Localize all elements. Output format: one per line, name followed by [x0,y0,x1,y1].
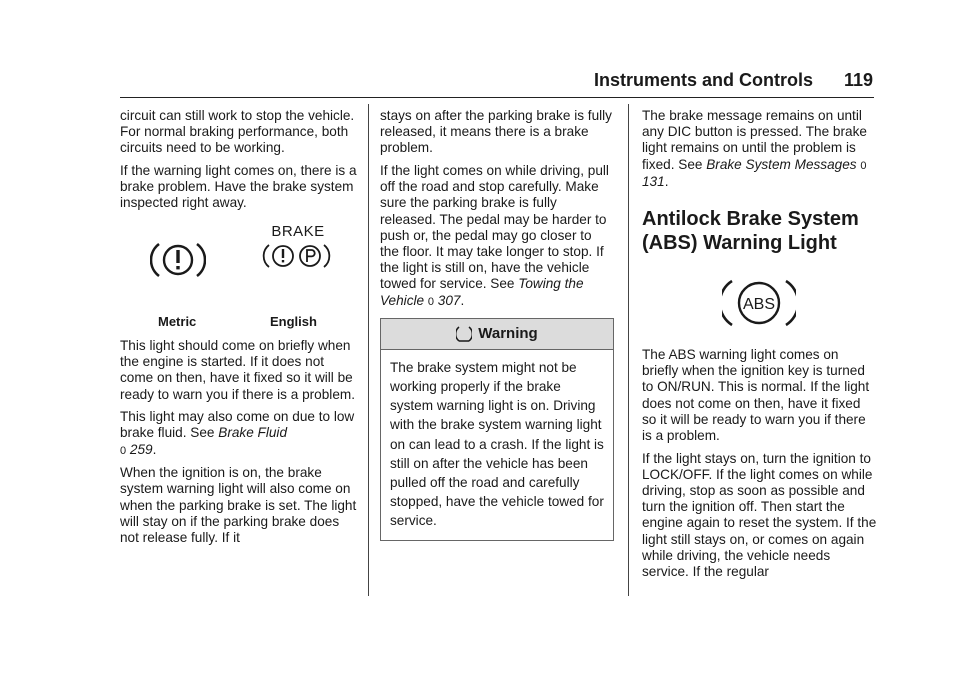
column-2 [380,108,614,541]
reference-arrow-icon: 0 [860,159,867,172]
abs-label: ABS [742,296,776,314]
paragraph: If the warning light comes on, there is a brake problem. Have the brake system inspected right away. [120,163,357,211]
column-divider-1 [368,104,369,596]
warning-title: Warning [478,324,538,342]
paragraph: stays on after the parking brake is fully released, it means there is a brake problem. [380,108,612,156]
running-header [565,70,873,96]
warning-icon [456,325,472,343]
warning-body: The brake system might not be working properly if the brake system warning light is on. Driving with the brake system warning light on can lead to a crash. If the light is still on after the vehicle has been pulled off the road and carefully stopped, have the vehicle towed for service. [390,359,604,529]
caption-metric: Metric [158,314,197,329]
paragraph: The ABS warning light comes on briefly when the ignition key is turned to ON/RUN. This is normal. If the light does not come on then, have it fixed so it will be ready to warn you if there is a problem. [642,347,870,444]
paragraph: This light may also come on due to low brake fluid. See Brake Fluid 0 259. [120,409,355,457]
section-title: Instruments and Controls [593,70,813,90]
reference-page: 259 [129,441,153,457]
cross-reference-link[interactable]: Brake Fluid [218,425,288,441]
cross-reference-link[interactable]: Brake System Messages [706,156,857,172]
paragraph: circuit can still work to stop the vehicle. For normal braking performance, both circuits need to be working. [120,108,355,156]
brake-metric-icon [150,238,206,286]
reference-page: 131 [642,173,665,189]
reference-page: 307 [437,292,461,308]
paragraph: The brake message remains on until any DIC button is pressed. The brake light remains on until the problem is fixed. See Brake System Messages 0 131. [642,108,867,189]
section-heading: Antilock Brake System (ABS) Warning Light [642,208,859,254]
caption-english: English [270,314,317,329]
paragraph: If the light stays on, turn the ignition to LOCK/OFF. If the light comes on while driving, stop as soon as possible and turn the ignition off. Then start the engine again to reset the system. If the light still stays on, or comes on again while driving, the vehicle needs service. If the regular [642,450,877,580]
warning-box [380,318,614,541]
column-1 [120,108,360,553]
brake-word: BRAKE [271,223,325,240]
warning-header [381,319,613,350]
brake-warning-icons [120,218,360,338]
column-divider-2 [628,104,629,596]
paragraph: This light should come on briefly when the engine is started. If it does not come on then, have it fixed so it will be ready to warn you if there is a problem. [120,338,355,402]
paragraph: When the ignition is on, the brake system warning light will also come on when the parking brake is set. The light will stay on if the parking brake does not release fully. If it [120,465,357,546]
cross-reference-link[interactable]: Towing the Vehicle [380,276,584,308]
header-rule [120,97,874,98]
reference-arrow-icon: 0 [427,295,434,308]
paragraph: If the light comes on while driving, pull off the road and stop carefully. Make sure the parking brake is fully released. The pedal may be harder to push or, the pedal may go closer to the floor. It may take longer to stop. If the light is still on, have the vehicle towed for service. See Towing the Vehicle 0 307. [380,163,609,308]
column-3 [642,108,878,587]
abs-warning-icon [642,255,878,347]
brake-english-icon [262,224,334,276]
page-number: 119 [843,70,873,90]
reference-arrow-icon: 0 [120,444,127,457]
